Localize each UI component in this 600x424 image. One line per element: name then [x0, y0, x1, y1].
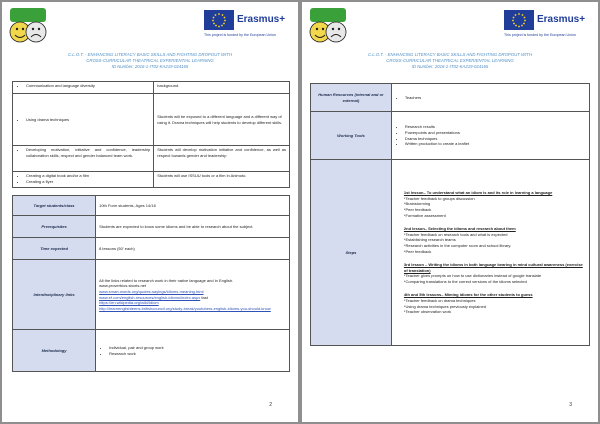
interdisciplinary-label: Interdisciplinary links	[13, 260, 96, 330]
lesson-details-table-left	[12, 195, 290, 372]
table-row	[13, 196, 290, 216]
step-item: *Teacher observation work	[403, 309, 452, 315]
method-item: • Research work	[109, 351, 286, 357]
page-number: 3	[569, 402, 572, 408]
time-label: Time expected	[13, 238, 96, 260]
link-item[interactable]: www.ef.com/english-resources/english-idioms/index.aspx	[99, 294, 201, 300]
step-item: *Research activities in the computer room and school library.	[403, 242, 512, 248]
prereq-label: Prerequisites	[13, 216, 96, 238]
table-row	[311, 160, 590, 346]
link-item: www.proverbios.sborts.net	[99, 283, 147, 289]
competence-desc: Students will use ISSUU tools or a film in Animoto.	[154, 172, 290, 188]
target-value: 10th Form students, Ages 14/16	[96, 196, 290, 216]
lesson-title: 2nd lesson– Selecting the idioms and research about them	[403, 226, 516, 232]
table-row	[13, 94, 290, 146]
lesson-title: 1st lesson– To understand what an idiom is and its role in learning a language	[403, 190, 553, 196]
interdisciplinary-intro: All the links related to research work in their native language and in English.	[99, 277, 234, 283]
lesson-plan-table-left	[12, 81, 290, 188]
step-item: *Formative assessment	[403, 212, 446, 218]
table-row	[13, 238, 290, 260]
table-row	[13, 216, 290, 238]
erasmus-wordmark: Erasmus+	[237, 14, 286, 25]
eu-funding-note: This project is funded by the European Union	[504, 33, 576, 37]
project-header	[12, 52, 288, 70]
step-item: *Brainstorming	[403, 201, 431, 207]
header-line-2: CROSS-CURRICULAR THEATRICAL EXPERIENTIAL LEARNING	[86, 58, 214, 63]
competence-desc: background.	[154, 82, 290, 94]
link-item[interactable]: http://learnenglishteens.britishcouncil.org/study-break/youtubers-english-idioms-you-should-know	[99, 305, 271, 311]
header-line-3: ID Number: 2016-1-IT02-KA219-024165	[111, 64, 189, 69]
step-item: *Teacher feedback to groups discussion	[403, 195, 475, 201]
hr-item: • Teachers	[405, 95, 586, 101]
project-header	[312, 52, 588, 70]
eu-funding-note: This project is funded by the European Union	[204, 33, 276, 37]
prereq-value: Students are expected to know some idioms and be able to research about the subject.	[96, 216, 290, 238]
working-tools-label: Working Tools	[311, 112, 392, 160]
clot-logo	[306, 6, 350, 46]
eu-flag-icon	[504, 10, 534, 30]
tool-item: • Drama techniques	[405, 136, 586, 142]
lesson-details-table-right	[310, 83, 590, 346]
competence-item: • Communication and language diversity	[26, 83, 150, 89]
competence-item: • Using drama techniques	[26, 117, 150, 123]
competence-desc: Students will develop motivation initiative and confidence, as well as respect towards gender and leadership	[154, 146, 290, 172]
lesson-title: 4th and 5th lessons– Miming idioms for the other students to guess	[403, 292, 533, 298]
link-item[interactable]: www.smart-words.org/quotes-sayings/idioms-meaning.html	[99, 288, 204, 294]
erasmus-wordmark: Erasmus+	[537, 14, 586, 25]
table-row	[13, 330, 290, 372]
method-item: • Individual, pair and group work	[109, 345, 286, 351]
step-item: *Teacher feedback on research tools and what is expected	[403, 231, 508, 237]
target-label: Target students/class	[13, 196, 96, 216]
human-resources-label: Human Resources (internal and or external)	[311, 84, 392, 112]
step-item: *Using drama techniques previously explained	[403, 303, 486, 309]
table-row	[311, 112, 590, 160]
step-item: *Comparing translations to the correct versions of the idioms selected	[403, 278, 527, 284]
step-item: *Teacher feedback on drama techniques	[403, 298, 476, 304]
link-item[interactable]: https://en.wikipedia.org/wiki/Idiom	[99, 300, 159, 306]
header-line-3: ID Number: 2016-1-IT02-KA219-024165	[411, 64, 489, 69]
competence-desc: Students will be exposed to a different language and a different way of using it. Drama techniques will help students to develop different skills.	[154, 94, 290, 146]
clot-logo	[6, 6, 50, 46]
erasmus-logo	[504, 10, 584, 44]
header-line-1: C.L.O.T. - ENHANCING LITERACY BASIC SKILLS AND FIGHTING DROPOUT WITH	[367, 52, 533, 57]
time-value: 8 lessons (50' each)	[96, 238, 290, 260]
header-line-1: C.L.O.T. - ENHANCING LITERACY BASIC SKILLS AND FIGHTING DROPOUT WITH	[67, 52, 233, 57]
page-2	[2, 2, 298, 422]
page-number: 2	[269, 402, 272, 408]
competence-item: • Creating a digital book and/or a film	[26, 173, 150, 179]
tool-item: • Powerpoints and presentations	[405, 130, 586, 136]
step-item: *Peer feedback	[403, 248, 432, 254]
eu-flag-icon	[204, 10, 234, 30]
step-item: *Establishing research teams	[403, 237, 456, 243]
steps-label: Steps	[311, 160, 392, 346]
table-row	[13, 146, 290, 172]
step-item: *Peer feedback	[403, 206, 432, 212]
tool-item: • Written production to create a leaflet	[405, 141, 586, 147]
tool-item: • Research results	[405, 124, 586, 130]
competence-item: • Developing motivation, initiative and confidence, leadership collaboration skills, respect and gender balanced team work.	[26, 147, 150, 158]
lesson-title: 3rd lesson – Writing the idioms in both language bearing in mind cultural awareness (exercise of translation)	[403, 262, 583, 273]
header-line-2: CROSS-CURRICULAR THEATRICAL EXPERIENTIAL LEARNING	[386, 58, 514, 63]
methodology-label: Methodology	[13, 330, 96, 372]
table-row	[311, 84, 590, 112]
competence-item: • Creating a flyer	[26, 179, 150, 185]
table-row	[13, 260, 290, 330]
step-item: *Teacher gives prompts on how to use dictionaries instead of google translate	[403, 273, 542, 279]
link-extra: fast	[201, 294, 208, 300]
page-3	[302, 2, 598, 422]
erasmus-logo	[204, 10, 284, 44]
table-row	[13, 82, 290, 94]
table-row	[13, 172, 290, 188]
